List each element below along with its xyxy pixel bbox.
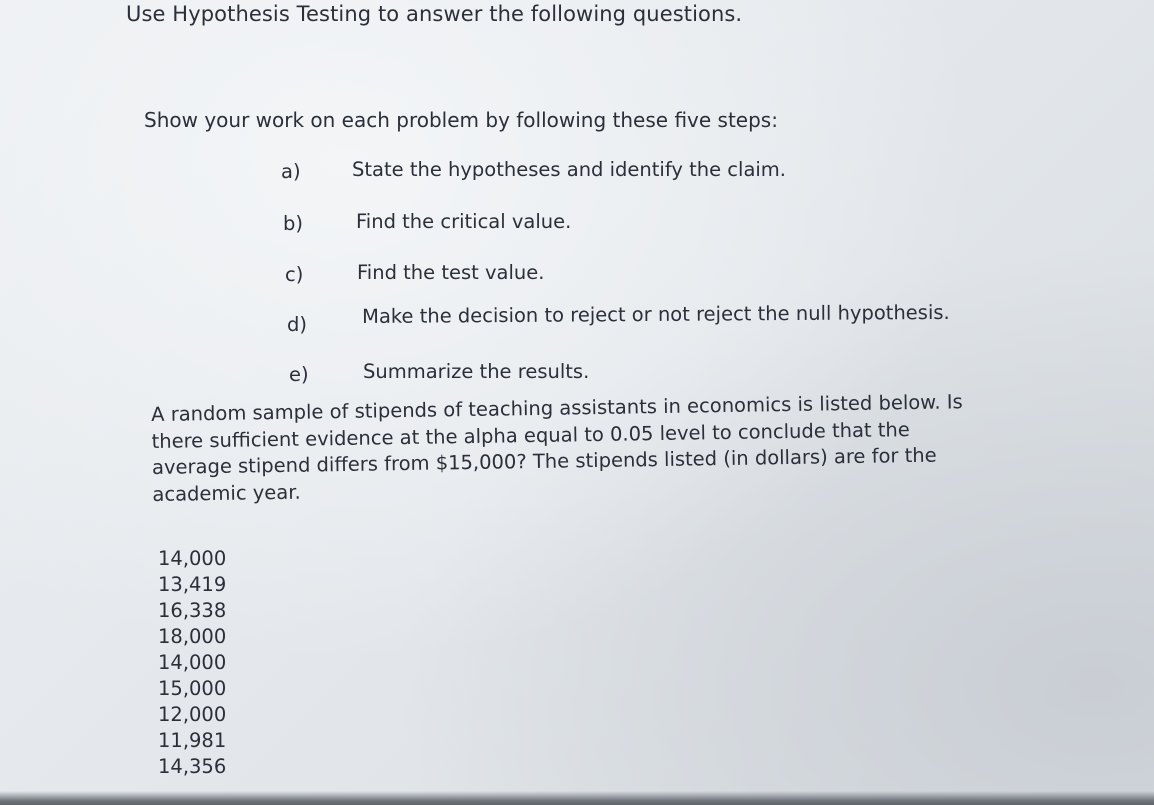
problem-line-4: academic year. (152, 480, 301, 506)
stipend-value: 14,356 (158, 755, 227, 778)
problem-line-3: average stipend differs from $15,000? The stipends listed (in dollars) are for the (151, 443, 937, 479)
step-letter-a: a) (281, 160, 301, 183)
stipend-list (158, 546, 226, 780)
page-title: Use Hypothesis Testing to answer the following questions. (126, 2, 743, 26)
stipend-value: 12,000 (158, 703, 227, 726)
step-letter-c: c) (285, 263, 304, 286)
steps-intro: Show your work on each problem by following these five steps: (144, 108, 778, 132)
step-text-b: Find the critical value. (356, 210, 572, 233)
stipend-value: 11,981 (158, 729, 227, 752)
stipend-value: 18,000 (158, 625, 227, 648)
step-text-a: State the hypotheses and identify the claim. (352, 158, 786, 181)
problem-statement (151, 389, 973, 508)
step-text-d: Make the decision to reject or not reject the null hypothesis. (362, 300, 950, 328)
stipend-value: 15,000 (158, 677, 227, 700)
stipend-value: 16,338 (158, 599, 227, 622)
step-text-e: Summarize the results. (363, 360, 590, 383)
step-letter-d: d) (287, 313, 307, 336)
step-letter-e: e) (289, 363, 309, 386)
problem-line-1: A random sample of stipends of teaching assistants in economics is listed below. Is (151, 390, 963, 426)
screen-bezel-edge (0, 791, 1154, 805)
step-letter-b: b) (283, 212, 303, 235)
stipend-value: 14,000 (158, 547, 227, 570)
stipend-value: 14,000 (158, 651, 227, 674)
stipend-value: 13,419 (158, 573, 227, 596)
step-text-c: Find the test value. (357, 261, 545, 284)
problem-line-2: there sufficient evidence at the alpha equal to 0.05 level to conclude that the (151, 417, 910, 453)
